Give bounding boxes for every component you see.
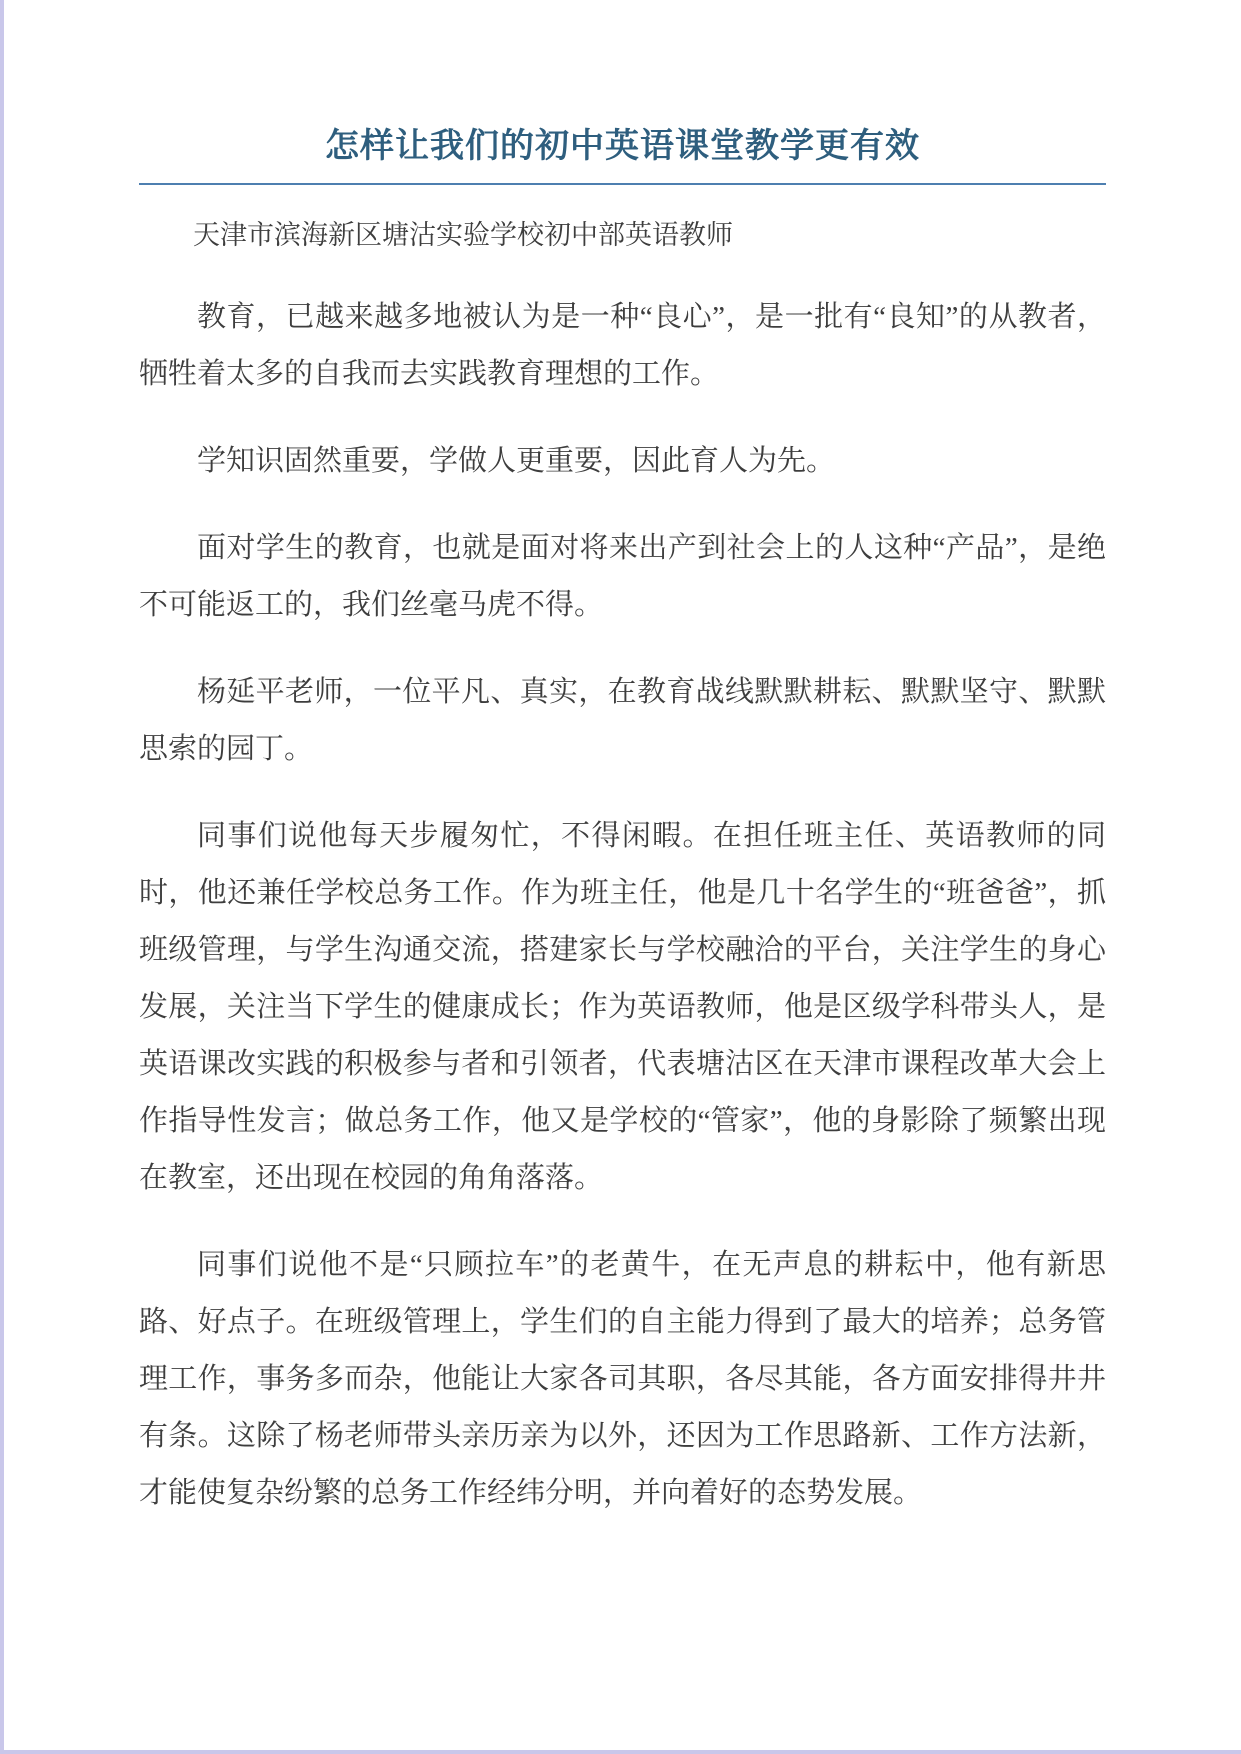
document-body [139, 289, 1106, 1522]
paragraph: 面对学生的教育，也就是面对将来出产到社会上的人这种“产品”，是绝不可能返工的，我们丝毫马虎不得。 [139, 532, 1106, 621]
paragraph: 杨延平老师，一位平凡、真实，在教育战线默默耕耘、默默坚守、默默思索的园丁。 [139, 676, 1106, 765]
title-underline-rule [139, 183, 1106, 185]
paragraph: 同事们说他不是“只顾拉车”的老黄牛，在无声息的耕耘中，他有新思路、好点子。在班级管理上，学生们的自主能力得到了最大的培养；总务管理工作，事务多而杂，他能让大家各司其职，各尽其能，各方面安排得井井有条。这除了杨老师带头亲历亲为以外，还因为工作思路新、工作方法新，才能使复杂纷繁的总务工作经纬分明，并向着好的态势发展。 [139, 1249, 1106, 1509]
paragraph: 教育，已越来越多地被认为是一种“良心”，是一批有“良知”的从教者，牺牲着太多的自我而去实践教育理想的工作。 [139, 301, 1106, 390]
paragraph: 学知识固然重要，学做人更重要，因此育人为先。 [197, 445, 836, 477]
byline: 天津市滨海新区塘沽实验学校初中部英语教师 [193, 220, 733, 250]
page-title: 怎样让我们的初中英语课堂教学更有效 [325, 128, 920, 165]
document-page [4, 0, 1241, 1750]
paragraph: 同事们说他每天步履匆忙，不得闲暇。在担任班主任、英语教师的同时，他还兼任学校总务工作。作为班主任，他是几十名学生的“班爸爸”，抓班级管理，与学生沟通交流，搭建家长与学校融洽的平台，关注学生的身心发展，关注当下学生的健康成长；作为英语教师，他是区级学科带头人，是英语课改实践的积极参与者和引领者，代表塘沽区在天津市课程改革大会上作指导性发言；做总务工作，他又是学校的“管家”，他的身影除了频繁出现在教室，还出现在校园的角角落落。 [139, 820, 1106, 1194]
